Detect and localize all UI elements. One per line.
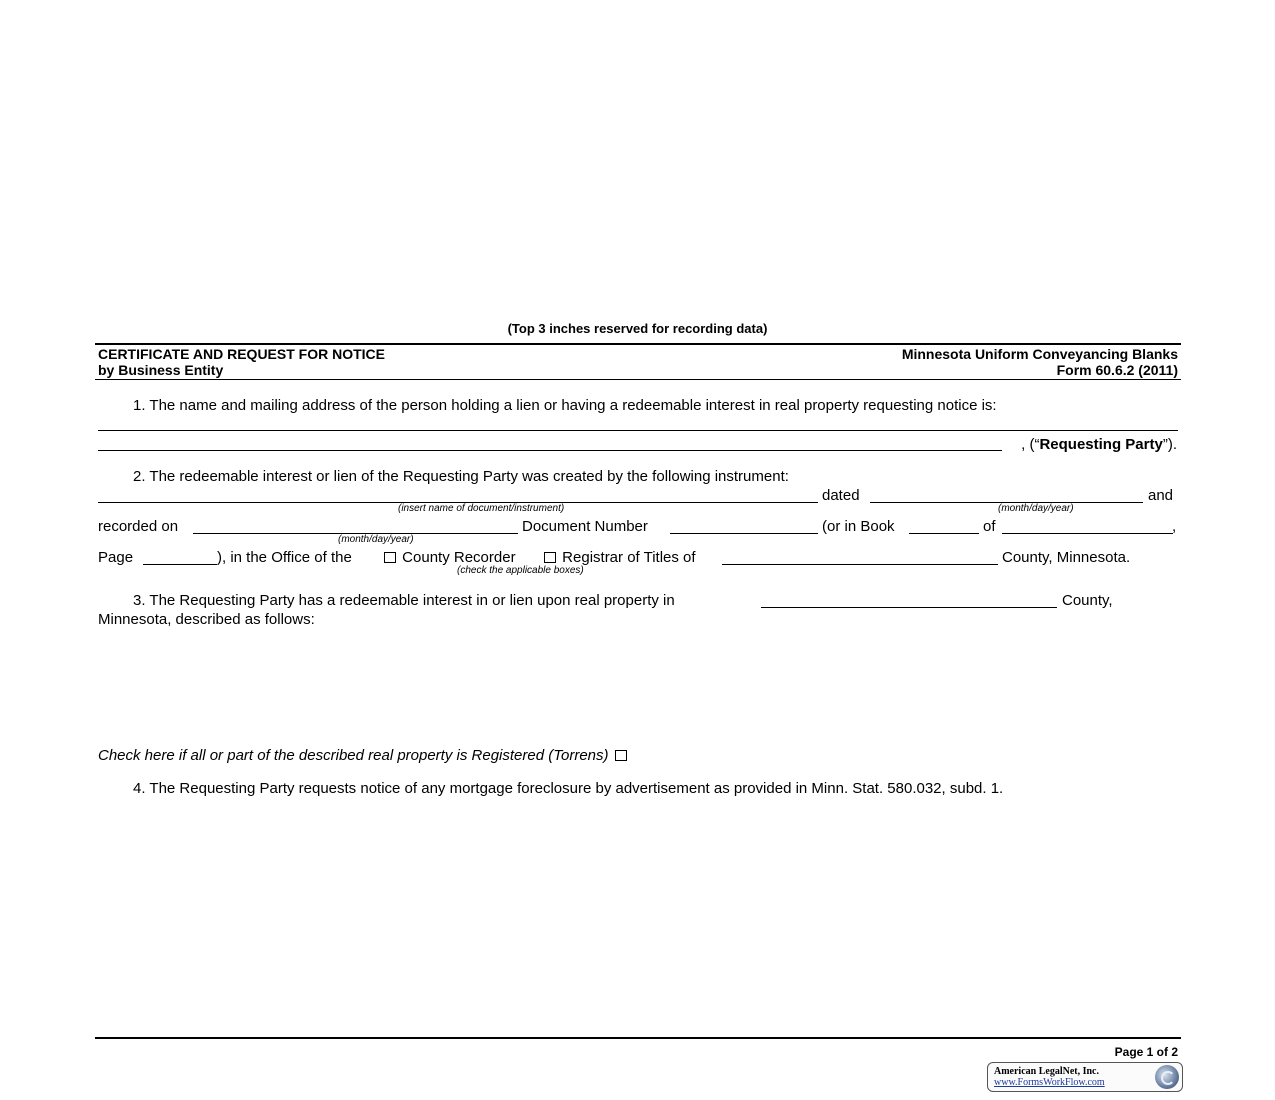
section4-text: 4. The Requesting Party requests notice of any mortgage foreclosure by advertisement as provided in Minn. Stat. 580.032, subd. 1. xyxy=(133,780,1004,797)
header-bottom-rule xyxy=(95,379,1181,380)
page-line[interactable] xyxy=(143,564,217,565)
of-label: of xyxy=(983,518,996,535)
hint-check-boxes: (check the applicable boxes) xyxy=(457,565,584,576)
form-subtitle: by Business Entity xyxy=(98,362,224,378)
and-label: and xyxy=(1148,487,1174,504)
publisher-name: Minnesota Uniform Conveyancing Blanks xyxy=(901,346,1178,362)
logo-company: American LegalNet, Inc. xyxy=(994,1066,1099,1077)
registrar-county-line[interactable] xyxy=(722,564,998,565)
section3-text: 3. The Requesting Party has a redeemable interest in or lien upon real property in xyxy=(133,592,675,609)
forms-workflow-logo xyxy=(987,1062,1183,1092)
recorded-on-label: recorded on xyxy=(98,518,179,535)
document-number-label: Document Number xyxy=(522,518,648,535)
torrens-label: Check here if all or part of the described real property is Registered (Torrens) xyxy=(98,747,609,764)
hint-recorded-date: (month/day/year) xyxy=(338,534,414,545)
document-number-line[interactable] xyxy=(670,533,818,534)
section3-line2: Minnesota, described as follows: xyxy=(98,611,315,628)
globe-icon xyxy=(1155,1065,1179,1089)
torrens-check[interactable] xyxy=(98,747,629,764)
registrar-label: Registrar of Titles of xyxy=(562,549,696,566)
form-title: CERTIFICATE AND REQUEST FOR NOTICE xyxy=(98,346,385,362)
hint-document-name: (insert name of document/instrument) xyxy=(398,503,565,514)
requesting-party-line-2[interactable] xyxy=(98,450,1002,451)
logo-url: www.FormsWorkFlow.com xyxy=(994,1077,1105,1088)
section2-intro: 2. The redeemable interest or lien of the Requesting Party was created by the following instrument: xyxy=(133,468,789,485)
book-of-line[interactable] xyxy=(1002,533,1173,534)
registrar-checkbox[interactable] xyxy=(544,552,556,563)
property-county-line[interactable] xyxy=(761,607,1057,608)
county-recorder-label: County Recorder xyxy=(402,549,516,566)
recording-reserved-note: (Top 3 inches reserved for recording data) xyxy=(507,321,768,336)
page-label: Page xyxy=(98,549,134,566)
torrens-checkbox[interactable] xyxy=(615,750,627,761)
county-label: County, xyxy=(1062,592,1113,609)
header-top-rule xyxy=(95,343,1181,345)
hint-dated: (month/day/year) xyxy=(998,503,1074,514)
book-label: (or in Book xyxy=(822,518,895,535)
book-line[interactable] xyxy=(909,533,979,534)
requesting-party-label: , (“Requesting Party”). xyxy=(1021,436,1177,453)
office-label: ), in the Office of the xyxy=(217,549,352,566)
footer-rule xyxy=(95,1037,1181,1039)
registrar-option[interactable] xyxy=(542,549,696,566)
dated-label: dated xyxy=(822,487,860,504)
form-number: Form 60.6.2 (2011) xyxy=(1056,362,1178,378)
section1-text: 1. The name and mailing address of the person holding a lien or having a redeemable interest in real property requesting notice is: xyxy=(133,397,997,414)
page-number: Page 1 of 2 xyxy=(1114,1045,1178,1059)
county-minnesota-label: County, Minnesota. xyxy=(1002,549,1131,566)
county-recorder-checkbox[interactable] xyxy=(384,552,396,563)
county-recorder-option[interactable] xyxy=(382,549,516,566)
comma: , xyxy=(1172,518,1177,535)
requesting-party-line-1[interactable] xyxy=(98,430,1178,431)
